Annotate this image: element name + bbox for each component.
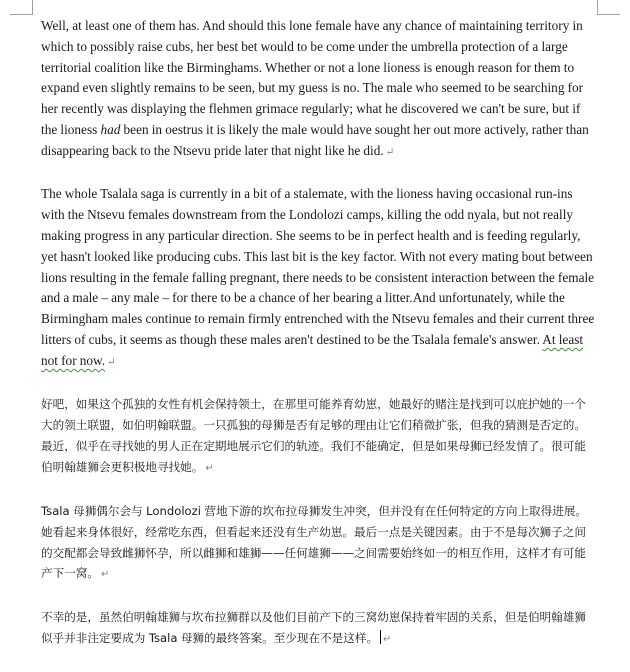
paragraph-text: Well, at least one of them has. And should this lone female have any chance of maintaining territory in which to possibly raise cubs, her best bet would to be come under the umbrella protection of a large territorial coalition like the Birminghams. Whether or not a lone lioness is enough reason for them to expand even slightly remains to be seen, but my guess is no. The male who seemed to be searching for her recently was displaying the flehmen grimace regularly; what he discovered we can't be sure, but if the lioness: [41, 18, 584, 137]
paragraph-text: 不幸的是，虽然伯明翰雄狮与坎布拉狮群以及他们目前产下的三窝幼崽保持着牢固的关系，但是伯明翰雄狮似乎并非注定要成为 Tsala 母狮的最终答案。至少现在不是这样。: [41, 610, 586, 646]
paragraph-text: been in oestrus it is likely the male would have sought her out more actively, rather than disappearing back to the Ntsevu pride later that night like he did.: [41, 121, 589, 158]
paragraph-chinese-2: [41, 501, 596, 587]
paragraph-mark-icon: ↵: [100, 569, 110, 581]
paragraph-text: Tsala 母狮偶尔会与 Londolozi 营地下游的坎布拉母狮发生冲突，但并没有在任何特定的方向上取得进展。她看起来身体很好，经常吃东西，但看起来还没有生产幼崽。最后一点是关键因素。由于不是每次狮子之间的交配都会导致雌狮怀孕，所以雌狮和雄狮——任何雄狮——之间需要始终如一的相互作用，这样才有可能产下一窝。: [41, 503, 588, 581]
paragraph-english-2: [41, 184, 596, 373]
paragraph-mark-icon: ↵: [385, 146, 395, 158]
paragraph-mark-icon: ↵: [383, 634, 392, 646]
paragraph-text: The whole Tsalala saga is currently in a bit of a stalemate, with the lioness having occasional run-ins with the Ntsevu females downstream from the Londolozi camps, killing the odd nyala, but not really making progress in any particular direction. She seems to be in perfect health and is feeding regularly, yet hasn't looked like producing cubs. This last bit is the key factor. With not every mating bout between lions resulting in the female falling pregnant, there needs to be consistent interaction between the female and a male – any male – for there to be a chance of her bearing a litter.And unfortunately, while the Birmingham males continue to remain firmly entrenched with the Ntsevu females and their current three litters of cubs, it seems as though these males aren't destined to be the Tsalala female's answer.: [41, 186, 595, 347]
paragraph-text: 好吧，如果这个孤独的女性有机会保持领土，在那里可能养育幼崽，她最好的赌注是找到可以庇护她的一个大的领土联盟，如伯明翰联盟。一只孤独的母狮是否有足够的理由让它们稍微扩张，但我的猜测是否定的。最近，似乎在寻找她的男人正在定期地展示它们的轨迹。我们不能确定，但是如果母狮已经发情了。很可能伯明翰雄狮会更积极地寻找她。: [41, 397, 586, 475]
paragraph-mark-icon: ↵: [107, 356, 116, 368]
paragraph-english-1: [41, 16, 596, 164]
page-corner-mark-right: [597, 0, 620, 15]
grammar-flagged-text[interactable]: At least not for now.: [41, 331, 584, 368]
document-body[interactable]: [41, 16, 596, 672]
paragraph-mark-icon: ↵: [205, 463, 214, 475]
paragraph-chinese-3: [41, 607, 596, 651]
page-corner-mark-left: [10, 0, 33, 15]
text-cursor: [380, 630, 381, 644]
paragraph-chinese-1: [41, 394, 596, 480]
italic-word: had: [100, 121, 121, 137]
